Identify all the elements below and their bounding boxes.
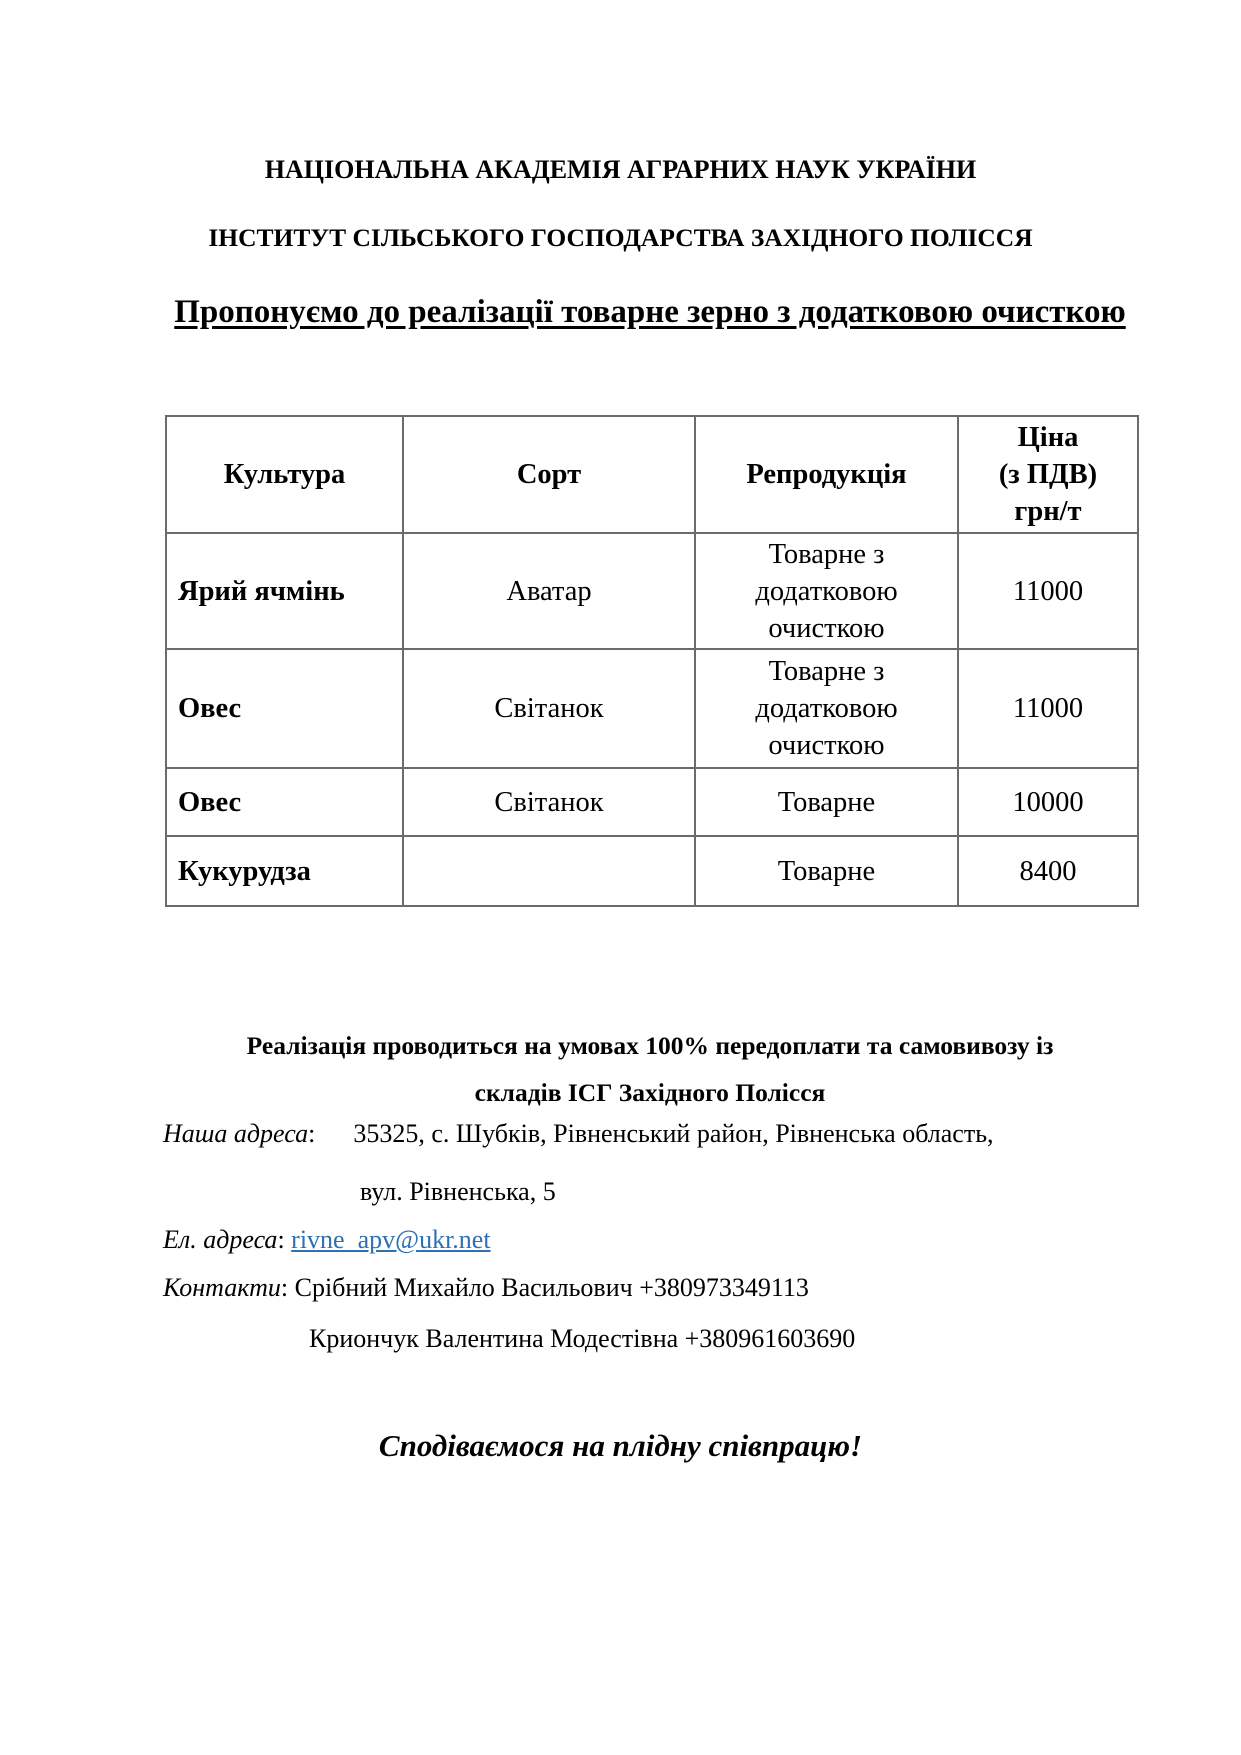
cell-variety: Світанок bbox=[403, 768, 695, 836]
email-link[interactable]: rivne_apv@ukr.net bbox=[291, 1225, 491, 1254]
cell-reproduction: Товарне bbox=[695, 836, 958, 906]
contacts-row: Контакти: Срібний Михайло Васильович +380973349113 bbox=[163, 1273, 809, 1302]
sale-terms-line-1: Реалізація проводиться на умовах 100% передоплати та самовивозу із bbox=[246, 1031, 1054, 1060]
column-header-variety: Сорт bbox=[403, 416, 695, 533]
column-header-price: Ціна (з ПДВ) грн/т bbox=[958, 416, 1138, 533]
contact-person-2: Криончук Валентина Модестівна +380961603690 bbox=[309, 1324, 856, 1353]
price-table bbox=[165, 415, 1139, 907]
cell-variety bbox=[403, 836, 695, 906]
contact-person-1: Срібний Михайло Васильович +380973349113 bbox=[294, 1273, 809, 1302]
address-row: Наша адреса: 35325, с. Шубків, Рівненський район, Рівненська область, bbox=[163, 1119, 994, 1148]
contacts-label: Контакти bbox=[163, 1273, 281, 1302]
table-row bbox=[166, 533, 1138, 649]
address-label: Наша адреса bbox=[163, 1119, 309, 1148]
cell-variety: Світанок bbox=[403, 649, 695, 768]
sale-terms bbox=[160, 1022, 1140, 1116]
table-row bbox=[166, 649, 1138, 768]
org-line-academy: НАЦІОНАЛЬНА АКАДЕМІЯ АГРАРНИХ НАУК УКРАЇНИ bbox=[264, 155, 977, 184]
table-header-row bbox=[166, 416, 1138, 533]
address-line-1: 35325, с. Шубків, Рівненський район, Рівненська область, bbox=[353, 1119, 994, 1148]
offer-title-text: Пропонуємо до реалізації товарне зерно з додатковою очисткою bbox=[174, 294, 1126, 330]
sale-terms-line-2: складів ІСГ Західного Полісся bbox=[474, 1078, 826, 1107]
cell-culture: Ярий ячмінь bbox=[166, 533, 403, 649]
cell-price: 11000 bbox=[958, 649, 1138, 768]
closing-message: Сподіваємося на плідну співпрацю! bbox=[378, 1428, 863, 1463]
cell-reproduction: Товарне bbox=[695, 768, 958, 836]
cell-price: 11000 bbox=[958, 533, 1138, 649]
cell-variety: Аватар bbox=[403, 533, 695, 649]
cell-culture: Овес bbox=[166, 649, 403, 768]
table-row bbox=[166, 836, 1138, 906]
email-row: Ел. адреса: rivne_apv@ukr.net bbox=[163, 1225, 491, 1254]
column-header-culture: Культура bbox=[166, 416, 403, 533]
cell-price: 10000 bbox=[958, 768, 1138, 836]
email-label: Ел. адреса bbox=[163, 1225, 278, 1254]
cell-reproduction: Товарне з додатковою очисткою bbox=[695, 533, 958, 649]
cell-price: 8400 bbox=[958, 836, 1138, 906]
org-line-institute: ІНСТИТУТ СІЛЬСЬКОГО ГОСПОДАРСТВА ЗАХІДНОГО ПОЛІССЯ bbox=[208, 223, 1033, 252]
column-header-reproduction: Репродукція bbox=[695, 416, 958, 533]
offer-title bbox=[160, 290, 1140, 334]
cell-reproduction: Товарне з додатковою очисткою bbox=[695, 649, 958, 768]
cell-culture: Овес bbox=[166, 768, 403, 836]
table-row bbox=[166, 768, 1138, 836]
address-line-2: вул. Рівненська, 5 bbox=[360, 1177, 556, 1206]
cell-culture: Кукурудза bbox=[166, 836, 403, 906]
